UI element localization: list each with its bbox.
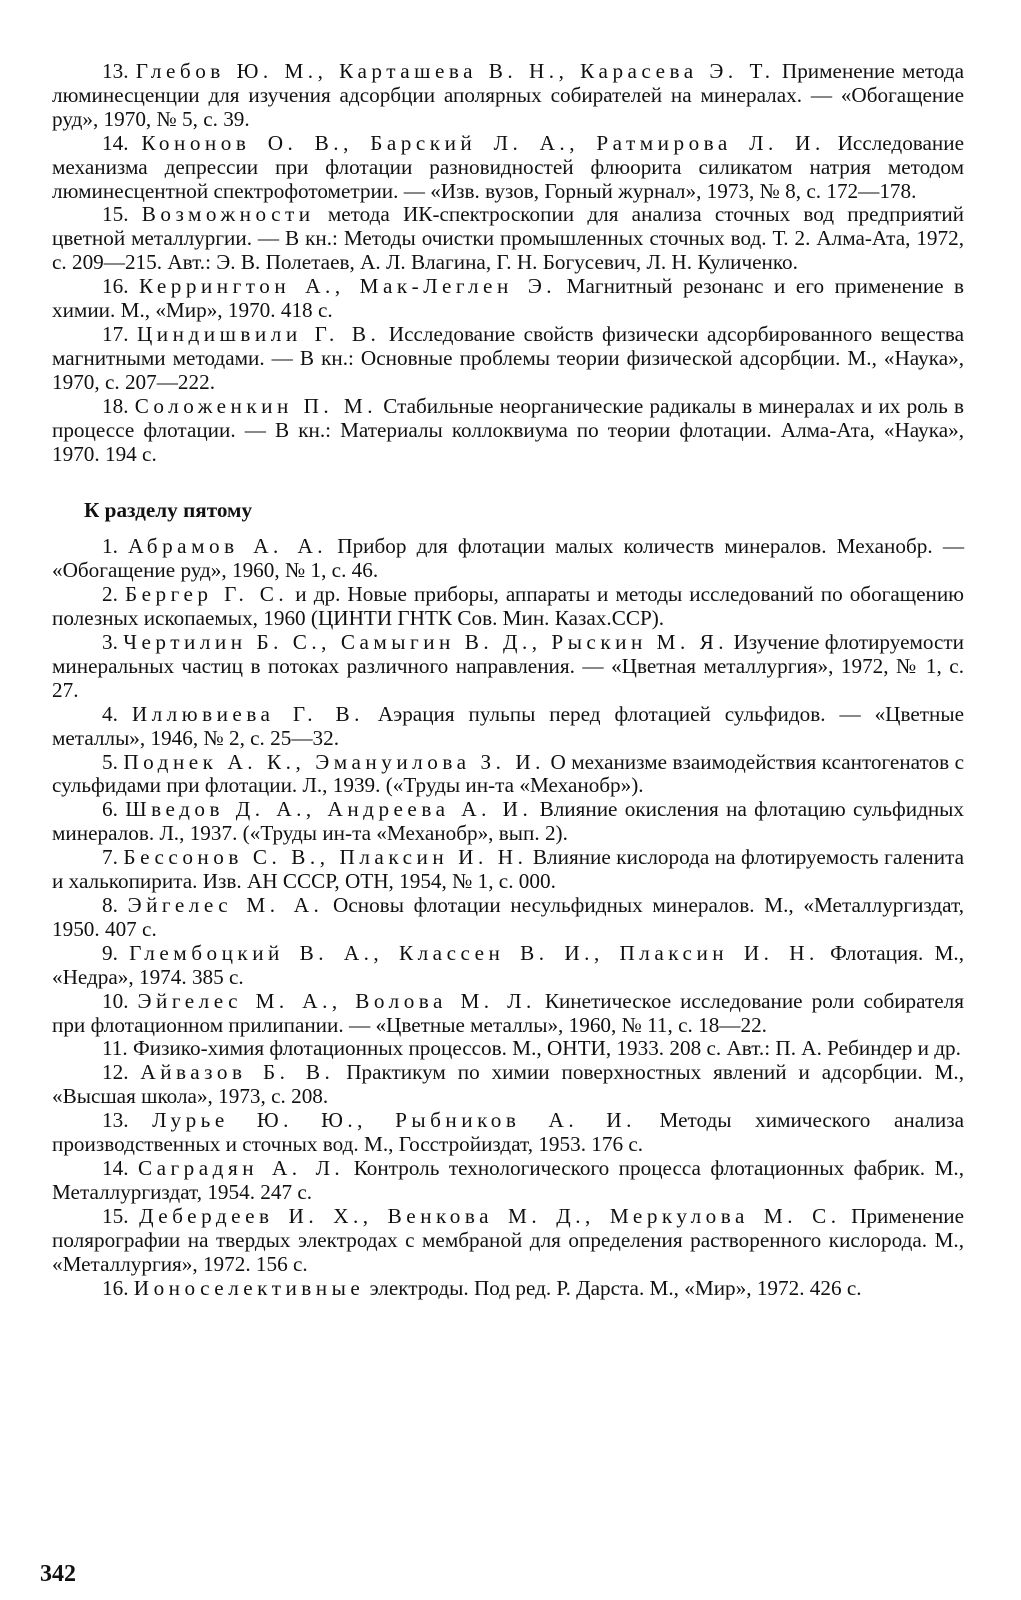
reference-text: Стабильные неорганические радикалы в минералах и их роль в процессе флотации. — В кн.: Материалы коллоквиума по теории флотации. Алма-Ата, «Наука», 1970. 194 с. [52, 393, 964, 466]
reference-text: и др. Новые приборы, аппараты и методы исследований по обогащению полезных ископаемых, 1960 (ЦИНТИ ГНТК Сов. Мин. Казах.ССР). [52, 582, 965, 631]
reference-number: 6. [102, 797, 118, 822]
reference-author: Иллювиева Г. В. [131, 701, 364, 726]
reference-text: Кинетическое исследование роли собирателя при флотационном прилипании. — «Цветные металлы», 1960, № 11, с. 18—22. [52, 988, 964, 1037]
reference-item [52, 275, 964, 323]
reference-text: Применение метода люминесценции для изучения адсорбции аполярных собирателей на минералах. — «Обогащение руд», 1970, № 5, с. 39. [52, 59, 965, 131]
reference-author: Глебов Ю. М., Карташева В. Н., Карасева Э. Т. [135, 59, 775, 83]
reference-number: 10. [102, 988, 129, 1013]
reference-item [52, 703, 964, 751]
reference-number: 3. [102, 630, 118, 655]
reference-item [52, 798, 964, 846]
reference-author: Керрингтон А., Мак-Леглен Э. [139, 274, 557, 299]
reference-item [52, 1109, 964, 1157]
reference-text: электроды. Под ред. Р. Дарста. М., «Мир», 1972. 426 с. [369, 1275, 862, 1300]
reference-number: 16. [102, 274, 129, 299]
reference-text: Исследование механизма депрессии при флотации разновидностей флюорита силикатом натрия методом люминесцентной спектрофотометрии. — «Изв. вузов, Горный журнал», 1973, № 8, с. 172—178. [52, 130, 964, 203]
reference-text: Магнитный резонанс и его применение в химии. М., «Мир», 1970. 418 с. [52, 274, 965, 323]
reference-number: 14. [102, 130, 129, 155]
reference-author: Циндишвили Г. В. [137, 321, 381, 346]
reference-text: Флотация. М., «Недра», 1974. 385 с. [52, 940, 965, 989]
reference-item [52, 751, 964, 799]
page-content [52, 60, 964, 1300]
reference-item [52, 395, 964, 467]
reference-author: Глембоцкий В. А., Классен В. И., Плаксин И. Н. [129, 940, 819, 965]
reference-item [52, 894, 964, 942]
reference-number: 15. [102, 1203, 129, 1228]
reference-item [52, 846, 964, 894]
reference-text: Влияние кислорода на флотируемость галенита и халькопирита. Изв. АН СССР, ОТН, 1954, № 1, с. 000. [52, 845, 964, 894]
page-number: 342 [40, 1561, 76, 1587]
reference-author: Лурье Ю. Ю., Рыбников А. И. [152, 1108, 636, 1133]
reference-number: 5. [102, 749, 118, 774]
reference-list-section-five [52, 535, 964, 1300]
reference-author: Возможности [141, 202, 315, 227]
reference-text: Методы химического анализа производственных и сточных вод. М., Госстройиздат, 1953. 176 с. [52, 1108, 965, 1157]
reference-author: Эйгелес М. А. [127, 893, 324, 917]
reference-number: 16. [102, 1275, 129, 1300]
reference-text: Исследование свойств физически адсорбированного вещества магнитными методами. — В кн.: Основные проблемы теории физической адсорбции. М., «Наука», 1970, с. 207—222. [52, 321, 965, 394]
reference-item [52, 1205, 964, 1277]
reference-text: Основы флотации несульфидных минералов. М., «Металлургиздат, 1950. 407 с. [52, 893, 965, 941]
reference-text: Прибор для флотации малых количеств минералов. Механобр. — «Обогащение руд», 1960, № 1, с. 46. [52, 534, 965, 583]
reference-author: Ионоселективные [133, 1275, 365, 1300]
reference-number: 9. [102, 940, 118, 965]
reference-number: 1. [102, 534, 118, 559]
reference-number: 13. [102, 59, 129, 83]
reference-number: 18. [102, 393, 129, 418]
reference-item [52, 132, 964, 204]
reference-author: Соложенкин П. М. [134, 393, 378, 418]
reference-author: Абрамов А. А. [128, 534, 328, 559]
reference-number: 7. [102, 845, 118, 870]
reference-number: 13. [102, 1108, 129, 1133]
reference-number: 14. [102, 1155, 129, 1180]
reference-item [52, 583, 964, 631]
section-heading: К разделу пятому [84, 498, 253, 523]
reference-text: Применение полярографии на твердых электродах с мембраной для определения растворенного кислорода. М., «Металлургия», 1972. 156 с. [52, 1203, 965, 1276]
reference-item [52, 1277, 964, 1301]
reference-author: Поднек А. К., Эмануилова З. И. [123, 749, 545, 774]
reference-number: 2. [102, 582, 118, 607]
reference-item [52, 1061, 964, 1109]
reference-author: Чертилин Б. С., Самыгин В. Д., Рыскин М. Я. [123, 630, 729, 655]
reference-text: Контроль технологического процесса флотационных фабрик. М., Металлургиздат, 1954. 247 с. [52, 1155, 964, 1204]
reference-number: 15. [102, 202, 129, 227]
reference-author: Бессонов С. В., Плаксин И. Н. [123, 845, 528, 870]
reference-author: Айвазов Б. В. [140, 1060, 335, 1085]
reference-item [52, 60, 964, 132]
reference-item [52, 990, 964, 1038]
reference-author: Эйгелес М. А., Волова М. Л. [137, 988, 536, 1013]
reference-text: О механизме взаимодействия ксантогенатов с сульфидами при флотации. Л., 1939. («Труды ин-та «Механобр»). [52, 749, 964, 798]
reference-text: Изучение флотируемости минеральных частиц в потоках различного направления. — «Цветная металлургия», 1972, № 1, с. 27. [52, 630, 964, 702]
reference-text: метода ИК-спектроскопии для анализа сточных вод предприятий цветной металлургии. — В кн.: Методы очистки промышленных сточных вод. Т. 2. Алма-Ата, 1972, с. 209—215. Авт.: Э. В. Полетаев, А. Л. Влагина, Г. Н. Богусевич, Л. Н. Куличенко. [52, 202, 965, 275]
reference-text: Аэрация пульпы перед флотацией сульфидов. — «Цветные металлы», 1946, № 2, с. 25—32. [52, 701, 964, 750]
reference-author: Бергер Г. С. [124, 582, 289, 607]
reference-list-top [52, 60, 964, 466]
reference-item [52, 1037, 964, 1061]
reference-number: 11. [102, 1036, 128, 1061]
reference-author: Дебердеев И. Х., Венкова М. Д., Меркулова М. С. [139, 1203, 841, 1228]
reference-author: Саградян А. Л. [137, 1155, 345, 1180]
reference-item [52, 942, 964, 990]
reference-text: Влияние окисления на флотацию сульфидных минералов. Л., 1937. («Труды ин-та «Механобр», вып. 2). [52, 797, 965, 846]
reference-text: Физико-химия флотационных процессов. М., ОНТИ, 1933. 208 с. Авт.: П. А. Ребиндер и др. [133, 1036, 961, 1061]
reference-item [52, 535, 964, 583]
reference-number: 12. [102, 1060, 129, 1085]
reference-item [52, 631, 964, 703]
reference-author: Кононов О. В., Барский Л. А., Ратмирова Л. И. [141, 130, 825, 155]
reference-text: Практикум по химии поверхностных явлений и адсорбции. М., «Высшая школа», 1973, с. 208. [52, 1060, 965, 1109]
reference-number: 8. [102, 893, 118, 917]
reference-item [52, 1157, 964, 1205]
reference-item [52, 323, 964, 395]
reference-item [52, 203, 964, 275]
reference-author: Шведов Д. А., Андреева А. И. [125, 797, 533, 822]
reference-number: 4. [102, 701, 118, 726]
reference-number: 17. [102, 321, 129, 346]
